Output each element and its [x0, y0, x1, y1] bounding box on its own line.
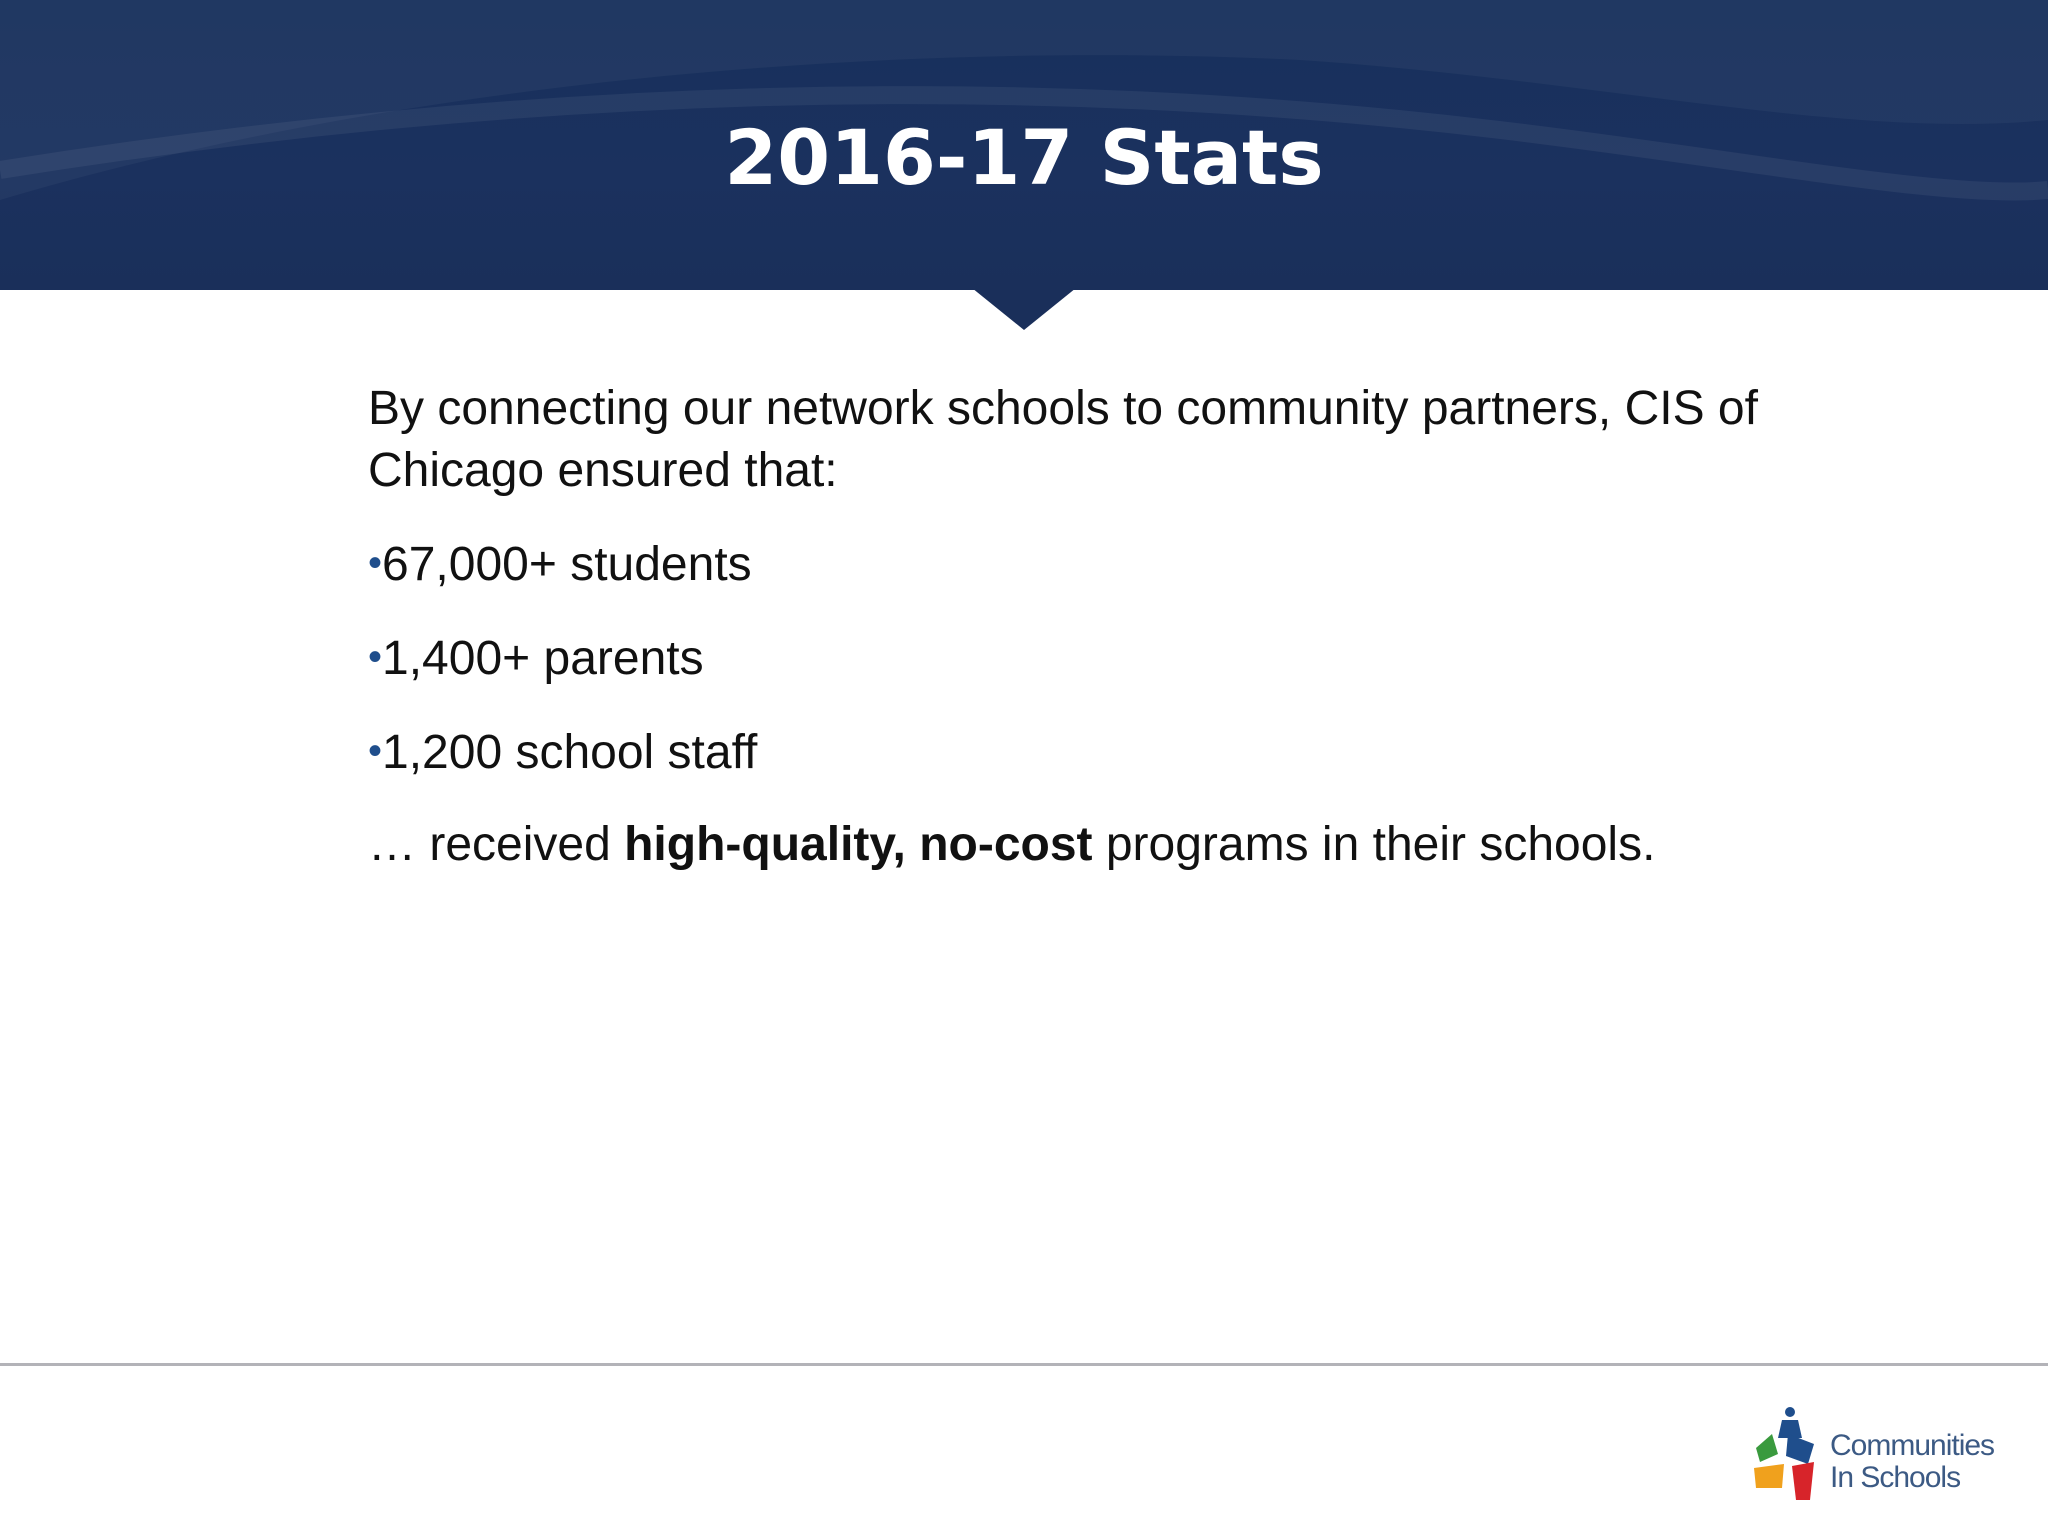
- bullet-text: 1,200 school staff: [382, 726, 758, 779]
- bullet-item-staff: [368, 720, 1768, 784]
- outro-text: [368, 814, 1768, 876]
- outro-prefix: … received: [368, 818, 611, 871]
- cis-logo-text: [1830, 1430, 1994, 1494]
- intro-text: By connecting our network schools to community partners, CIS of Chicago ensured that:: [368, 382, 1758, 497]
- outro-bold: high-quality, no-cost: [624, 818, 1093, 871]
- bullet-icon: •: [368, 541, 383, 585]
- footer-divider: [0, 1363, 2048, 1366]
- header-band: [0, 0, 2048, 290]
- cis-logo-mark-icon: [1748, 1404, 1828, 1504]
- bullet-icon: •: [368, 729, 383, 773]
- outro-suffix: programs in their schools.: [1105, 818, 1656, 871]
- bullet-item-students: [368, 532, 1768, 596]
- slide-body: [368, 378, 1768, 906]
- bullet-text: 1,400+ parents: [382, 632, 704, 685]
- slide-title: 2016-17 Stats: [724, 113, 1324, 202]
- cis-logo: [1748, 1404, 2008, 1504]
- bullet-icon: •: [368, 635, 383, 679]
- logo-line-2: In Schools: [1830, 1461, 1961, 1494]
- logo-line-1: Communities: [1830, 1429, 1995, 1462]
- bullet-item-parents: [368, 626, 1768, 690]
- header-pointer: [972, 288, 1076, 330]
- bullet-text: 67,000+ students: [382, 538, 752, 591]
